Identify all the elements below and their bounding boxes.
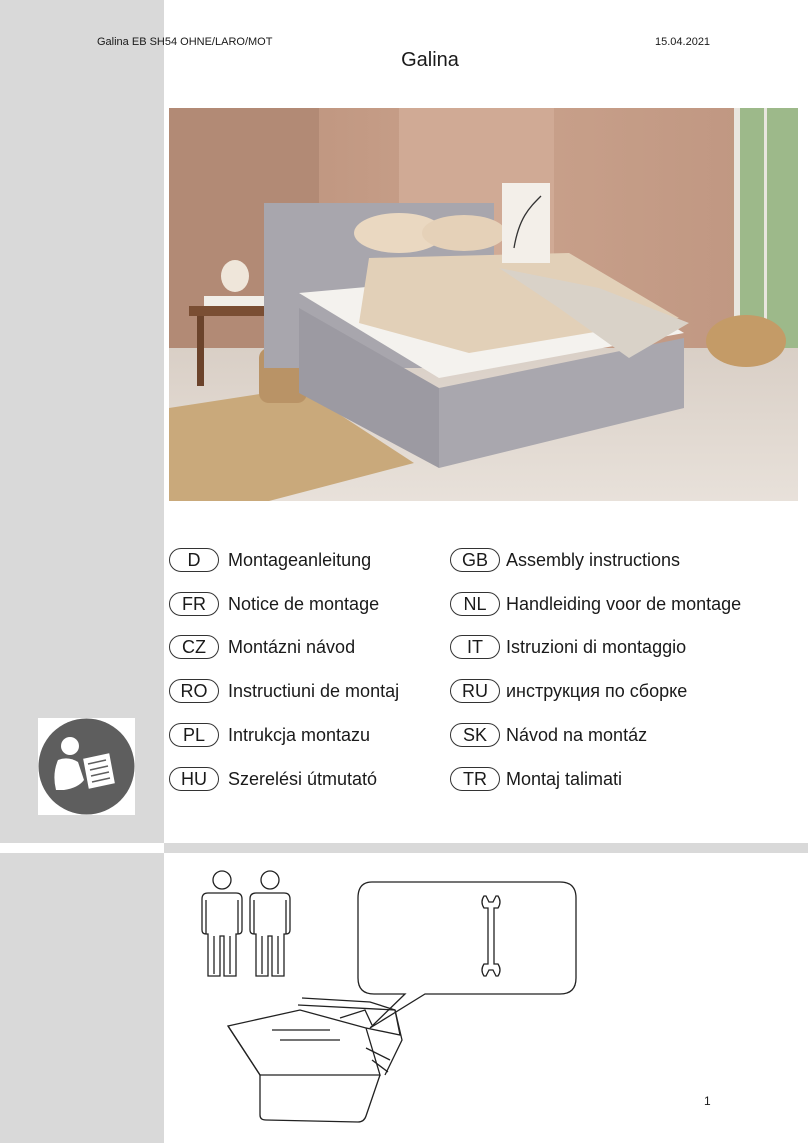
language-label: Szerelési útmutató xyxy=(228,768,378,789)
read-manual-icon xyxy=(38,718,135,815)
person-icon xyxy=(202,871,242,976)
language-label: Montaj talimati xyxy=(506,768,623,789)
document-code: Galina EB SH54 OHNE/LARO/MOT xyxy=(97,36,273,48)
product-title: Galina xyxy=(401,49,459,71)
person-icon xyxy=(250,871,290,976)
document-date: 15.04.2021 xyxy=(655,36,711,48)
language-label: Assembly instructions xyxy=(506,549,681,570)
tool-callout-bubble xyxy=(358,882,576,1028)
language-code-badge: CZ xyxy=(169,635,219,659)
tools-illustration xyxy=(190,860,590,1130)
language-row-ro xyxy=(169,677,399,705)
language-row-fr xyxy=(169,590,379,618)
language-code-badge: SK xyxy=(450,723,500,747)
language-code-badge: PL xyxy=(169,723,219,747)
bed-photo-illustration xyxy=(169,108,798,501)
language-row-cz xyxy=(169,633,355,661)
language-row-nl xyxy=(450,590,741,618)
wrench-icon xyxy=(482,896,500,976)
page-number: 1 xyxy=(704,1094,711,1108)
language-label: Handleiding voor de montage xyxy=(506,593,742,614)
language-code-badge: FR xyxy=(169,592,219,616)
sidebar-panel-top xyxy=(0,0,164,843)
language-code-badge: IT xyxy=(450,635,500,659)
language-code-badge: GB xyxy=(450,548,500,572)
language-code-badge: NL xyxy=(450,592,500,616)
language-code-badge: D xyxy=(169,548,219,572)
product-photo xyxy=(169,108,798,501)
language-row-ru xyxy=(450,677,687,705)
language-label: Instructiuni de montaj xyxy=(228,680,400,701)
language-code-badge: RO xyxy=(169,679,219,703)
language-row-it xyxy=(450,633,686,661)
read-manual-box xyxy=(38,718,135,815)
language-row-tr xyxy=(450,765,622,793)
language-row-gb xyxy=(450,546,680,574)
language-row-pl xyxy=(169,721,370,749)
language-label: Montageanleitung xyxy=(228,549,372,570)
language-code-badge: TR xyxy=(450,767,500,791)
language-code-badge: RU xyxy=(450,679,500,703)
toolbox-icon xyxy=(228,998,402,1122)
sidebar-panel-bottom xyxy=(0,853,164,1143)
language-label: инструкция по сборке xyxy=(506,680,688,701)
language-label: Montázni návod xyxy=(228,636,356,657)
language-label: Istruzioni di montaggio xyxy=(506,636,687,657)
language-label: Návod na montáz xyxy=(506,724,648,745)
language-label: Intrukcja montazu xyxy=(228,724,371,745)
section-divider-band xyxy=(164,843,808,853)
language-label: Notice de montage xyxy=(228,593,380,614)
language-code-badge: HU xyxy=(169,767,219,791)
language-row-sk xyxy=(450,721,647,749)
language-row-d xyxy=(169,546,371,574)
language-row-hu xyxy=(169,765,377,793)
